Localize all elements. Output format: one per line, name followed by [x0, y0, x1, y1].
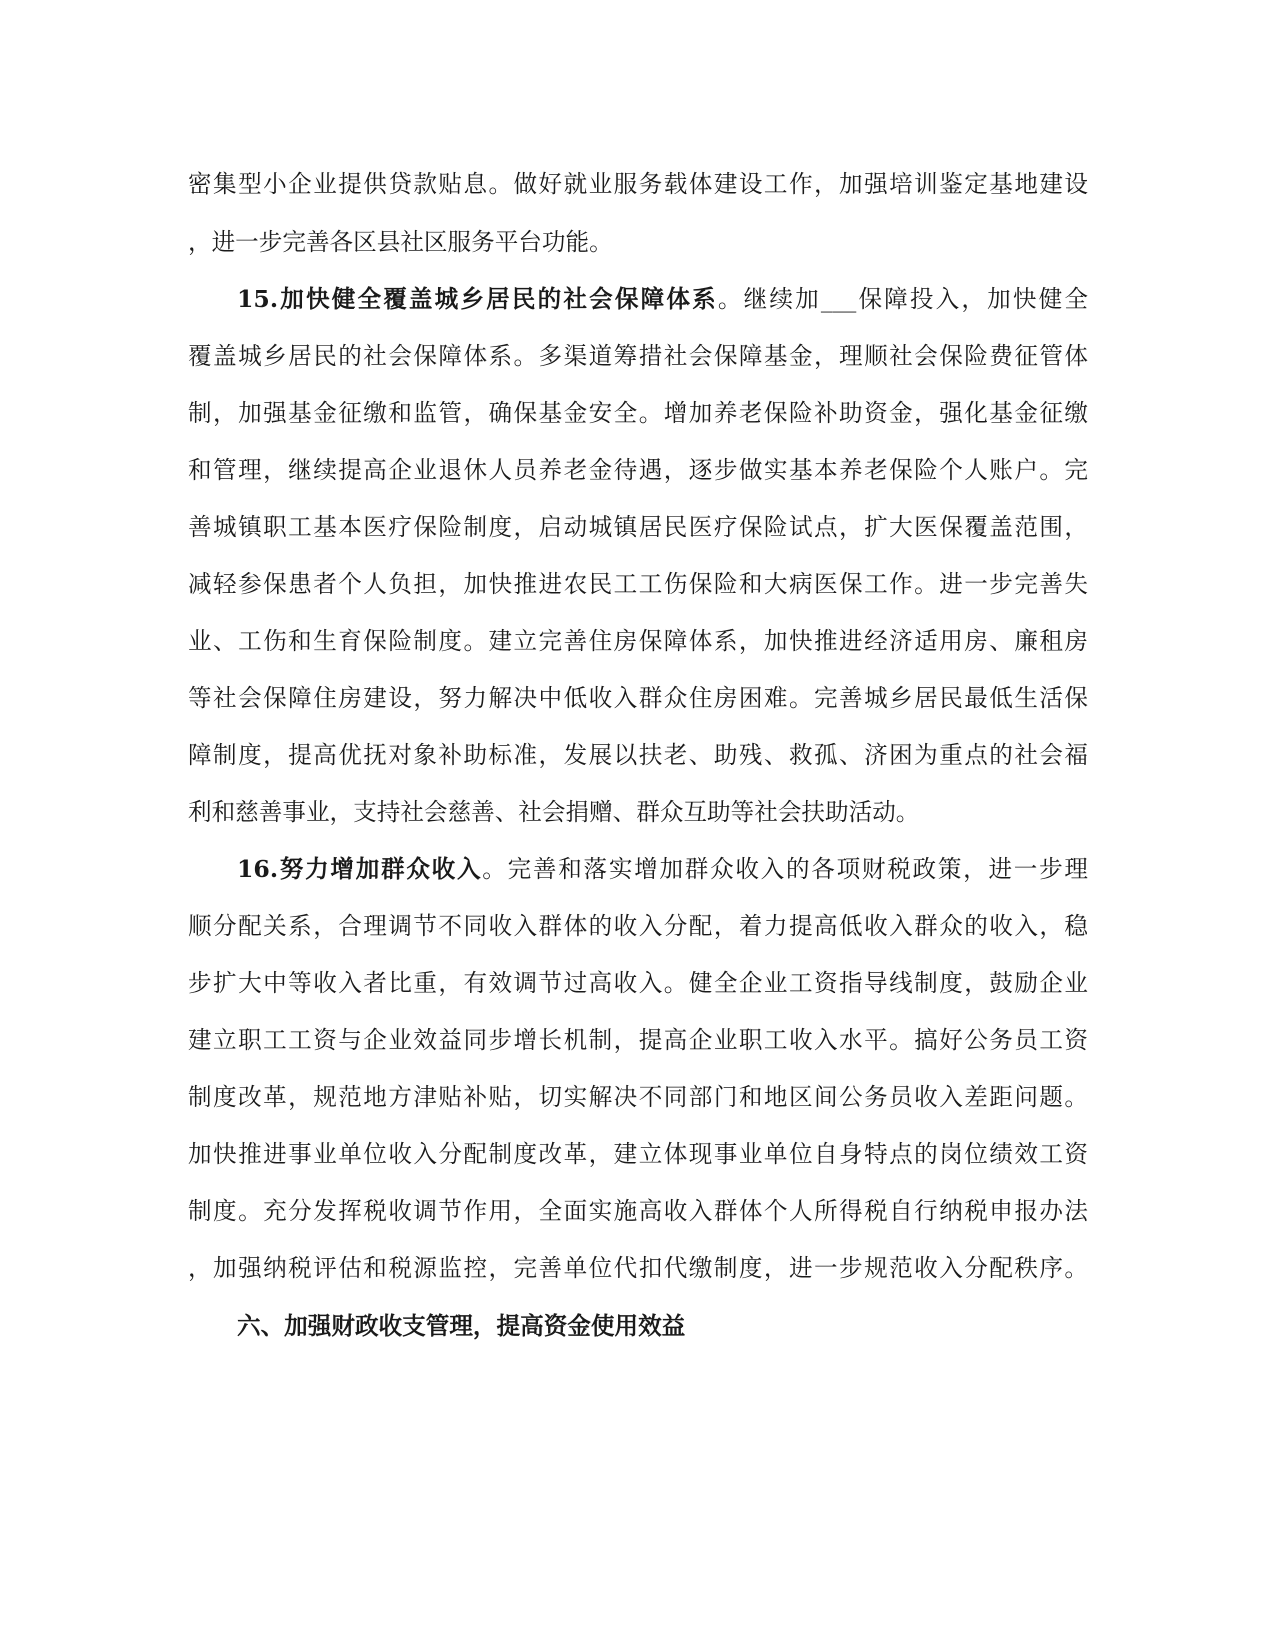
- text-line: [188, 1077, 1088, 1117]
- text-run: 密集型小企业提供贷款贴息。做好就业服务载体建设工作，加强培训鉴定基地建设: [188, 170, 1088, 198]
- text-run: 顺分配关系，合理调节不同收入群体的收入分配，着力提高低收入群众的收入，稳: [188, 912, 1088, 940]
- text-line: [188, 1248, 1088, 1288]
- text-line: [188, 450, 1088, 490]
- text-line: [188, 1020, 1088, 1060]
- text-line: [188, 1191, 1088, 1231]
- text-line: [188, 621, 1088, 661]
- heading-line-item-15: [237, 279, 1088, 319]
- text-run: 利和慈善事业，支持社会慈善、社会捐赠、群众互助等社会扶助活动。: [188, 798, 920, 826]
- item-heading-16: 16.努力增加群众收入: [237, 855, 483, 883]
- item-heading-15: 15.加快健全覆盖城乡居民的社会保障体系: [237, 285, 718, 313]
- text-run: 业、工伤和生育保险制度。建立完善住房保障体系，加快推进经济适用房、廉租房: [188, 627, 1088, 655]
- text-line: [188, 963, 1088, 1003]
- text-line: [188, 507, 1088, 547]
- text-line: [188, 393, 1088, 433]
- section-heading-6: [237, 1306, 1088, 1346]
- text-run: 制度改革，规范地方津贴补贴，切实解决不同部门和地区间公务员收入差距问题。: [188, 1083, 1088, 1111]
- text-run: 。继续加___保障投入，加快健全: [717, 285, 1089, 313]
- text-line: [188, 906, 1088, 946]
- text-run: 障制度，提高优抚对象补助标准，发展以扶老、助残、救孤、济困为重点的社会福: [188, 741, 1088, 769]
- text-run: 减轻参保患者个人负担，加快推进农民工工伤保险和大病医保工作。进一步完善失: [188, 570, 1088, 598]
- text-line: [188, 678, 1088, 718]
- text-line: [188, 336, 1088, 376]
- text-line: [188, 792, 1088, 832]
- text-run: 步扩大中等收入者比重，有效调节过高收入。健全企业工资指导线制度，鼓励企业: [188, 969, 1088, 997]
- text-run: 。完善和落实增加群众收入的各项财税政策，进一步理: [482, 855, 1089, 883]
- text-run: 善城镇职工基本医疗保险制度，启动城镇居民医疗保险试点，扩大医保覆盖范围，: [188, 513, 1088, 541]
- text-line: [188, 222, 1088, 262]
- text-run: 建立职工工资与企业效益同步增长机制，提高企业职工收入水平。搞好公务员工资: [188, 1026, 1088, 1054]
- section-heading-text: 六、加强财政收支管理，提高资金使用效益: [237, 1312, 686, 1340]
- text-run: 制度。充分发挥税收调节作用，全面实施高收入群体个人所得税自行纳税申报办法: [188, 1197, 1088, 1225]
- text-run: ，加强纳税评估和税源监控，完善单位代扣代缴制度，进一步规范收入分配秩序。: [188, 1254, 1088, 1282]
- text-line: [188, 564, 1088, 604]
- text-run: 等社会保障住房建设，努力解决中低收入群众住房困难。完善城乡居民最低生活保: [188, 684, 1088, 712]
- heading-line-item-16: [237, 849, 1088, 889]
- text-run: 加快推进事业单位收入分配制度改革，建立体现事业单位自身特点的岗位绩效工资: [188, 1140, 1088, 1168]
- text-line: [188, 1134, 1088, 1174]
- text-run: 制，加强基金征缴和监管，确保基金安全。增加养老保险补助资金，强化基金征缴: [188, 399, 1088, 427]
- text-line: [188, 164, 1088, 204]
- text-run: 和管理，继续提高企业退休人员养老金待遇，逐步做实基本养老保险个人账户。完: [188, 456, 1088, 484]
- text-line: [188, 735, 1088, 775]
- text-run: ，进一步完善各区县社区服务平台功能。: [188, 228, 613, 256]
- text-run: 覆盖城乡居民的社会保障体系。多渠道筹措社会保障基金，理顺社会保险费征管体: [188, 342, 1088, 370]
